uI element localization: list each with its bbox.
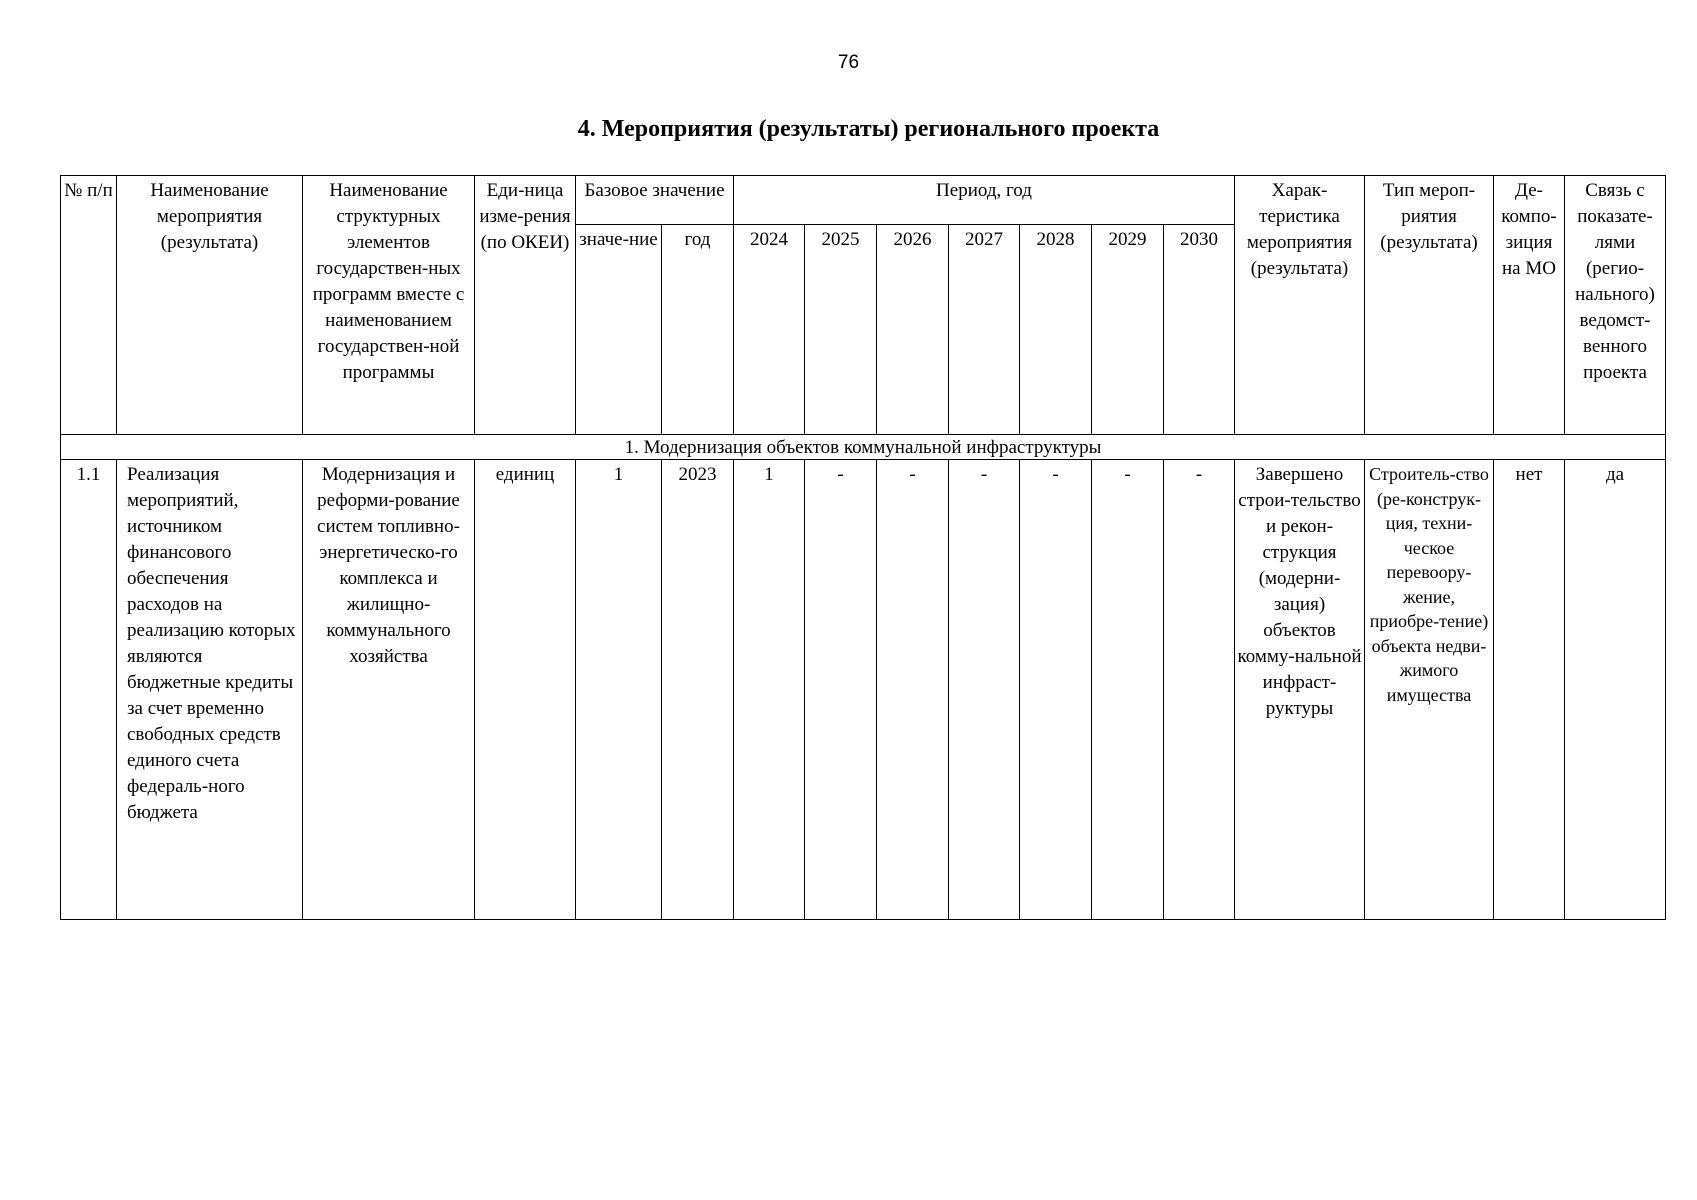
header-row-1 [61, 176, 1666, 225]
header-period: Период, год [734, 176, 1235, 225]
header-base: Базовое значение [576, 176, 734, 225]
header-num: № п/п [61, 176, 117, 435]
header-char: Харак-теристика мероприятия (результата) [1235, 176, 1365, 435]
header-type: Тип мероп-риятия (результата) [1365, 176, 1494, 435]
row-num: 1.1 [61, 460, 117, 920]
row-year-value: 1 [734, 460, 805, 920]
header-decomp: Де-компо-зиция на МО [1494, 176, 1565, 435]
header-name: Наименование мероприятия (результата) [117, 176, 303, 435]
row-unit: единиц [475, 460, 576, 920]
row-year-value: - [805, 460, 877, 920]
row-year-value: - [1020, 460, 1092, 920]
row-type: Строитель-ство (ре-конструк-ция, техни-ческое перевоору-жение, приобре-тение) объекта недви-жимого имущества [1365, 460, 1494, 920]
row-year-value: - [877, 460, 949, 920]
header-year: 2029 [1092, 225, 1164, 435]
header-year: 2027 [949, 225, 1020, 435]
row-base-year: 2023 [662, 460, 734, 920]
row-struct: Модернизация и реформи-рование систем топливно-энергетическо-го комплекса и жилищно-коммунального хозяйства [303, 460, 475, 920]
header-year: 2030 [1164, 225, 1235, 435]
row-decomp: нет [1494, 460, 1565, 920]
row-year-value: - [1092, 460, 1164, 920]
header-base-value: значе-ние [576, 225, 662, 435]
header-year: 2024 [734, 225, 805, 435]
table-row [61, 460, 1666, 920]
section-title: 1. Модернизация объектов коммунальной инфраструктуры [61, 435, 1666, 460]
header-year: 2028 [1020, 225, 1092, 435]
header-base-year: год [662, 225, 734, 435]
row-year-value: - [1164, 460, 1235, 920]
header-link: Связь с показате-лями (регио-нального) ведомст-венного проекта [1565, 176, 1666, 435]
row-name: Реализация мероприятий, источником финансового обеспечения расходов на реализацию которых являются бюджетные кредиты за счет временно свободных средств единого счета федераль-ного бюджета [117, 460, 303, 920]
projects-table [60, 175, 1666, 920]
section-row [61, 435, 1666, 460]
page-number: 76 [837, 52, 860, 73]
header-struct: Наименование структурных элементов государствен-ных программ вместе с наименованием государствен-ной программы [303, 176, 475, 435]
row-link: да [1565, 460, 1666, 920]
header-unit: Еди-ница изме-рения (по ОКЕИ) [475, 176, 576, 435]
header-year: 2025 [805, 225, 877, 435]
row-char: Завершено строи-тельство и рекон-струкция (модерни-зация) объектов комму-нальной инфраст-руктуры [1235, 460, 1365, 920]
row-base-value: 1 [576, 460, 662, 920]
row-year-value: - [949, 460, 1020, 920]
header-year: 2026 [877, 225, 949, 435]
page-title: 4. Мероприятия (результаты) регионального проекта [577, 116, 1160, 142]
